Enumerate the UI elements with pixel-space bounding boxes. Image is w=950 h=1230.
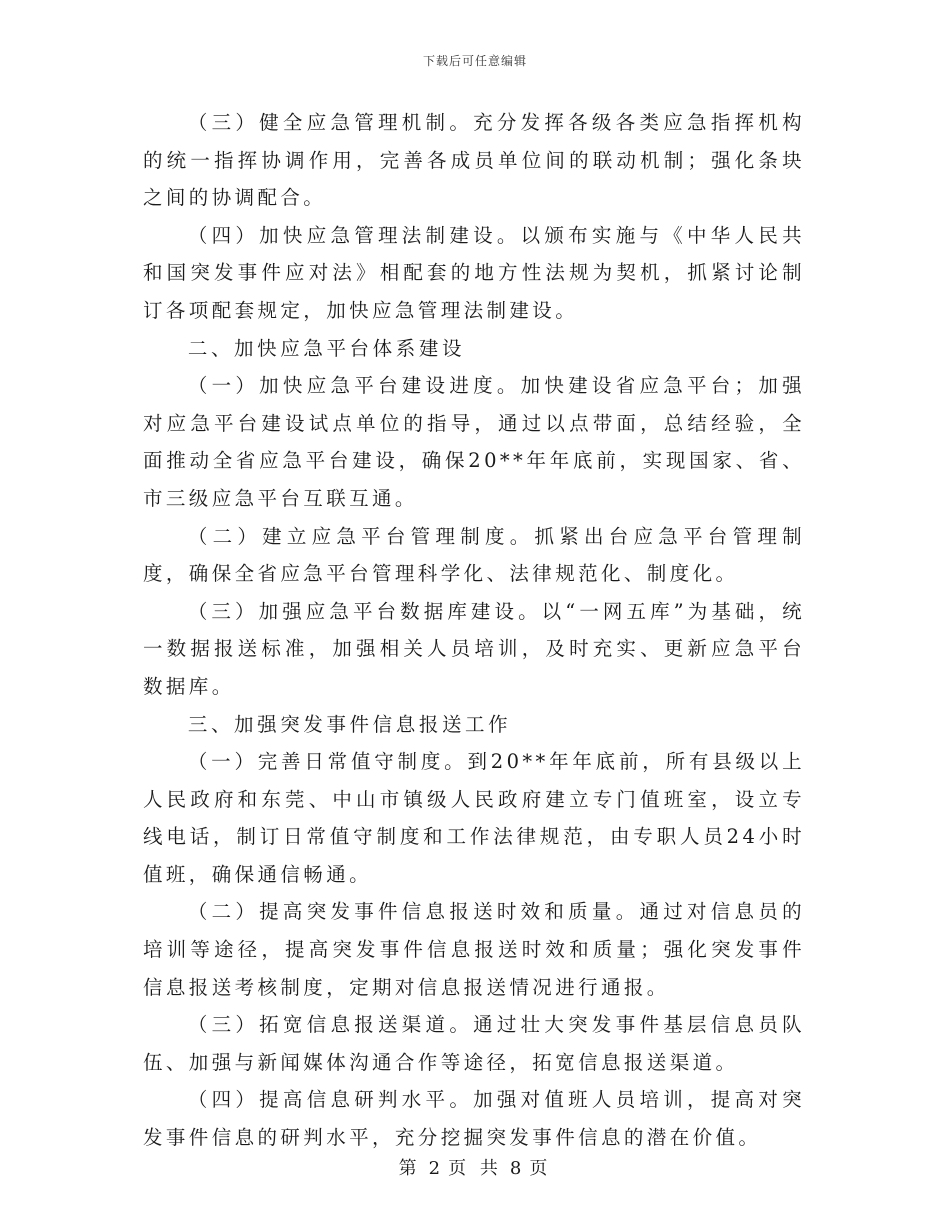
section-heading: 三、加强突发事件信息报送工作: [187, 712, 512, 736]
current-page-number: 2: [428, 1158, 441, 1179]
footer-mid: 页 共: [448, 1158, 502, 1179]
paragraph: （二）建立应急平台管理制度。抓紧出台应急平台管理制度，确保全省应急平台管理科学化、法律规范化、制度化。: [143, 524, 805, 586]
total-page-number: 8: [509, 1158, 522, 1179]
paragraph: （三）健全应急管理机制。充分发挥各级各类应急指挥机构的统一指挥协调作用，完善各成员单位间的联动机制；强化条块之间的协调配合。: [143, 111, 805, 210]
paragraph: （三）加强应急平台数据库建设。以“一网五库”为基础，统一数据报送标准，加强相关人员培训，及时充实、更新应急平台数据库。: [143, 599, 805, 698]
footer-prefix: 第: [398, 1158, 421, 1179]
page-header-note: 下载后可任意编辑: [422, 54, 527, 68]
document-body: [143, 104, 805, 1157]
footer-suffix: 页: [529, 1158, 552, 1179]
paragraph: （三）拓宽信息报送渠道。通过壮大突发事件基层信息员队伍、加强与新闻媒体沟通合作等途径，拓宽信息报送渠道。: [143, 1013, 805, 1074]
paragraph: （四）提高信息研判水平。加强对值班人员培训，提高对突发事件信息的研判水平，充分挖掘突发事件信息的潜在价值。: [143, 1088, 805, 1150]
paragraph: （二）提高突发事件信息报送时效和质量。通过对信息员的培训等途径，提高突发事件信息报送时效和质量；强化突发事件信息报送考核制度，定期对信息报送情况进行通报。: [143, 900, 805, 999]
paragraph: （一）完善日常值守制度。到20**年年底前，所有县级以上人民政府和东莞、中山市镇级人民政府建立专门值班室，设立专线电话，制订日常值守制度和工作法律规范，由专职人员24小时值班，确保通信畅通。: [143, 750, 805, 886]
page-footer: [0, 1154, 950, 1180]
section-heading: 二、加快应急平台体系建设: [187, 336, 466, 360]
paragraph: （一）加快应急平台建设进度。加快建设省应急平台；加强对应急平台建设试点单位的指导，通过以点带面，总结经验，全面推动全省应急平台建设，确保20**年年底前，实现国家、省、市三级应急平台互联互通。: [143, 374, 805, 510]
paragraph: （四）加快应急管理法制建设。以颁布实施与《中华人民共和国突发事件应对法》相配套的地方性法规为契机，抓紧讨论制订各项配套规定，加快应急管理法制建设。: [143, 223, 805, 322]
